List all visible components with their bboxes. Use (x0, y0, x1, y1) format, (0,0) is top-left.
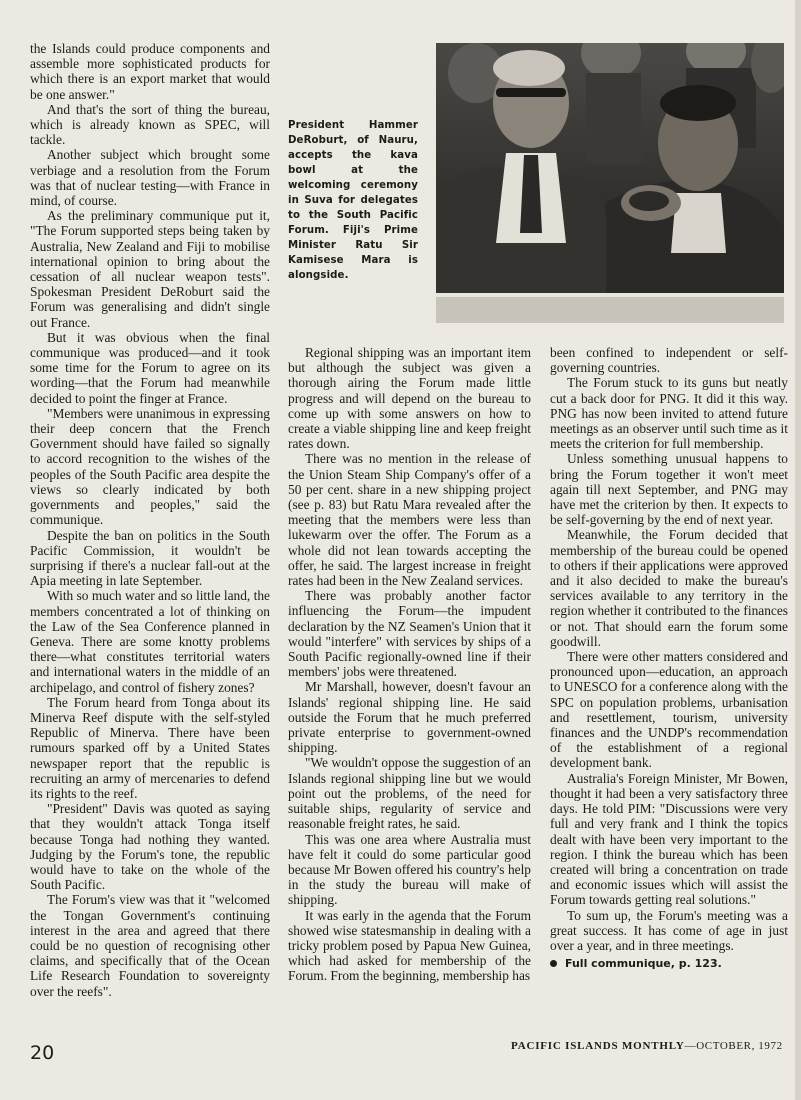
paragraph: Despite the ban on politics in the South Pacific Commission, it wouldn't be surprising if there's a nuclear fall-out at the Apia meeting in late September. (30, 527, 270, 589)
page-edge (795, 0, 801, 1100)
paragraph: been confined to independent or self-governing countries. (550, 345, 788, 376)
paragraph: Unless something unusual happens to bring the Forum together it won't meet again till next September, and PNG may have met the criterion by then. It expects to be self-governing by the end of next year. (550, 451, 788, 528)
communique-reference (550, 956, 788, 971)
paragraph: This was one area where Australia must have felt it could do some particular good because Mr Bowen offered his country's help in the study the bureau will make of shipping. (288, 831, 531, 908)
press-photo (436, 43, 784, 323)
paragraph: With so much water and so little land, the members concentrated a lot of thinking on the Law of the Sea Conference planned in Geneva. There are some knotty problems there—what constitutes territorial waters and international waters in the middle of an archipelago, and control of fishery zones? (30, 588, 270, 695)
photo-illustration (436, 43, 784, 323)
article-column-1 (30, 41, 270, 999)
paragraph: The Forum heard from Tonga about its Minerva Reef dispute with the self-styled Republic of Minerva. There have been rumours sparked off by a United States newspaper report that the republic is recruiting an army of mercenaries to defend its rights to the reef. (30, 694, 270, 801)
page-number: 20 (30, 1042, 55, 1064)
running-footer (511, 1040, 791, 1052)
communique-reference-text: Full communique, p. 123. (565, 957, 722, 971)
issue-date: —OCTOBER, 1972 (684, 1040, 783, 1052)
paragraph: "We wouldn't oppose the suggestion of an Islands regional shipping line but we would point out the problems, of the need for suitable ships, regularity of service and reasonable freight rates, he said. (288, 755, 531, 832)
paragraph: As the preliminary communique put it, "The Forum supported steps being taken by Australia, New Zealand and Fiji to mobilise international opinion to bring about the cessation of all nuclear weapon tests". Spokesman President DeRoburt said the Forum was generalising and didn't single out France. (30, 208, 270, 330)
paragraph: The Forum's view was that it "welcomed the Tongan Government's continuing interest in the area and agreed that there could be no question of recognising other claims, and specifically that of the Ocean Life Research Foundation to sovereignty over the reefs". (30, 892, 270, 999)
article-column-2 (288, 345, 531, 984)
paragraph: "Members were unanimous in expressing their deep concern that the French Government should have failed so signally to accord recognition to the wishes of the peoples of the South Pacific area despite the views so clearly indicated by both governments and peoples," said the communique. (30, 405, 270, 528)
paragraph: Australia's Foreign Minister, Mr Bowen, thought it had been a very satisfactory three days. He told PIM: "Discussions were very full and very frank and I think the topics dealt with have been very important to the region. I think the bureau which has been created will bring a concentration on trade and economic issues which will assist the Forum towards getting real solutions." (550, 770, 788, 908)
paragraph: It was early in the agenda that the Forum showed wise statesmanship in dealing with a tricky problem posed by Papua New Guinea, which had asked for membership of the Forum. From the beginning, membership has (288, 907, 531, 984)
paragraph: Another subject which brought some verbiage and a resolution from the Forum was that of nuclear testing—with France in mind, of course. (30, 147, 270, 209)
paragraph: The Forum stuck to its guns but neatly cut a back door for PNG. It did it this way. PNG has now been invited to attend future meetings as an observer until such time as it meets the criterion for full membership. (550, 375, 788, 452)
article-column-3 (550, 345, 788, 971)
paragraph: There were other matters considered and pronounced upon—education, an approach to UNESCO for a conference along with the SPC on population problems, urbanisation and resettlement, tourism, university finances and the UNDP's recommendation of the establishment of a regional development bank. (550, 649, 788, 771)
bullet-icon (550, 960, 557, 967)
paragraph: Regional shipping was an important item but although the subject was given a thorough airing the Forum made little progress and will depend on the bureau to come up with some answers on how to create a viable shipping line and keep freight rates down. (288, 345, 531, 452)
paragraph: To sum up, the Forum's meeting was a great success. It has come of age in just over a year, and in three meetings. (550, 907, 788, 953)
magazine-title: PACIFIC ISLANDS MONTHLY (511, 1040, 685, 1052)
photo-caption: President Hammer DeRoburt, of Nauru, accepts the kava bowl at the welcoming ceremony in Suva for delegates to the South Pacific Forum. Fiji's Prime Minister Ratu Sir Kamisese Mara is alongside. (288, 120, 418, 281)
paragraph: There was probably another factor influencing the Forum—the impudent declaration by the NZ Seamen's Union that it would "interfere" with services by ships of a South Pacific regionally-owned line if their members' jobs were threatened. (288, 588, 531, 680)
paragraph: But it was obvious when the final communique was produced—and it took some time for the Forum to agree on its wording—that the Forum had meanwhile decided to point the finger at France. (30, 329, 270, 406)
paragraph: the Islands could produce components and assemble more sophisticated products for which there is an export market that would be one answer." (30, 41, 270, 102)
paragraph: And that's the sort of thing the bureau, which is already known as SPEC, will tackle. (30, 101, 270, 148)
paragraph: There was no mention in the release of the Union Steam Ship Company's offer of a 50 per cent. share in a new shipping project (see p. 83) but Ratu Mara revealed after the meeting that the members were less than lukewarm over the offer. The Forum as a whole did not lean towards accepting the offer, he said. The largest increase in freight rates had been in the New Zealand services. (288, 451, 531, 589)
column-3-body (550, 345, 788, 953)
paragraph: Meanwhile, the Forum decided that membership of the bureau could be opened to others if their applications were approved and it also decided to make the bureau's services available to any territory in the region whether it contributed to the finances or not. That should earn the forum some goodwill. (550, 527, 788, 649)
paragraph: Mr Marshall, however, doesn't favour an Islands' regional shipping line. He said outside the Forum that he much preferred private enterprise to government-owned shipping. (288, 679, 531, 756)
paragraph: "President" Davis was quoted as saying that they wouldn't attack Tonga itself because Tonga had nothing they wanted. Judging by the Forum's tone, the republic would have to take on the whole of the South Pacific. (30, 801, 270, 893)
